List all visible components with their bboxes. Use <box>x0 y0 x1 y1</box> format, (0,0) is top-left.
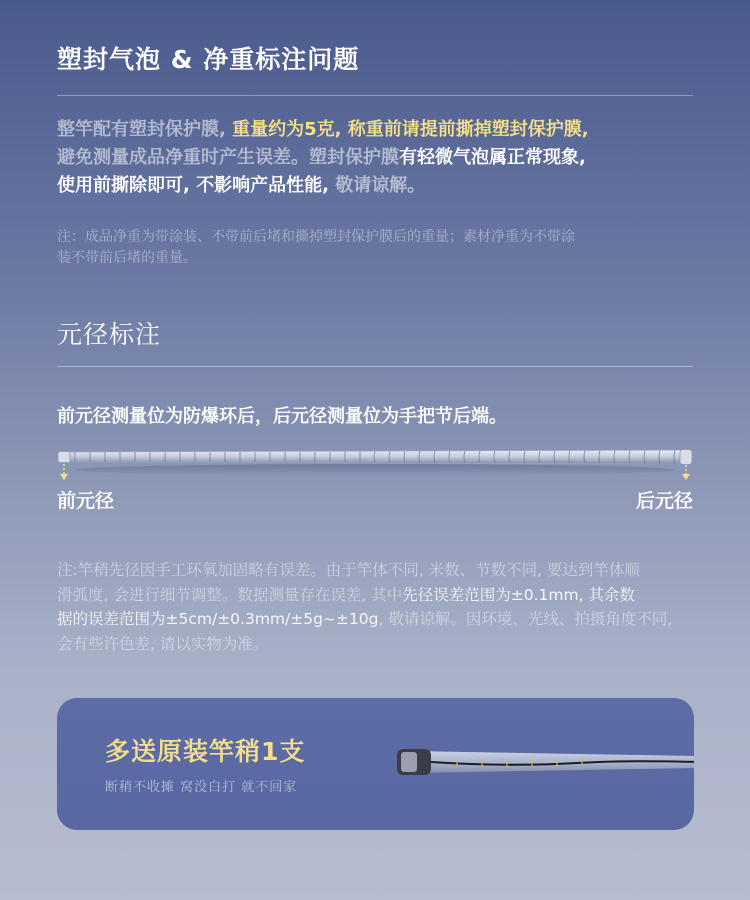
para-segment: 避免测量成品净重时产生误差。塑封保护膜 <box>57 147 399 168</box>
note-line: 注:竿稍先径因手工环氧加固略有误差。由于竿体不同, 米数、节数不同, 要达到竿体顺 <box>57 561 640 579</box>
para-segment: 整竿配有塑封保护膜, <box>57 119 233 140</box>
note-line: , 敬请谅解。因环境、光线、拍摄角度不同, <box>378 610 673 628</box>
plastic-wrap-paragraph <box>57 116 697 200</box>
diameter-note <box>57 558 697 656</box>
front-diameter-label: 前元径 <box>57 490 115 512</box>
note-line: 装不带前后堵的重量。 <box>57 250 197 266</box>
tolerance-highlight: 据的误差范围为±5cm/±0.3mm/±5g~±10g <box>57 610 379 628</box>
section-title-diameter: 元径标注 <box>57 320 162 349</box>
rear-diameter-label: 后元径 <box>635 490 693 512</box>
note-line: 滑弧度, 会进行细节调整。数据测量存在误差, 其中 <box>57 585 403 604</box>
bubble-note: 有轻微气泡属正常现象, <box>399 147 586 168</box>
para-segment: 敬请谅解。 <box>328 175 426 196</box>
front-arrow-icon <box>60 464 68 480</box>
rod-tip-illustration <box>387 742 694 782</box>
divider <box>57 366 693 367</box>
weight-note <box>57 227 697 269</box>
rear-arrow-icon <box>682 465 690 480</box>
note-line: 会有些许色差, 请以实物为准。 <box>57 634 269 653</box>
divider <box>57 95 693 96</box>
weight-highlight: 重量约为5克, 称重前请提前撕掉塑封保护膜, <box>232 119 589 140</box>
section-title-plastic-wrap: 塑封气泡 & 净重标注问题 <box>57 45 360 74</box>
bonus-title: 多送原装竿稍1支 <box>105 737 306 766</box>
fishing-rod-illustration <box>50 440 700 488</box>
bonus-subtitle: 断稍不收摊 窝没白打 就不回家 <box>105 780 298 795</box>
note-line: 注：成品净重为带涂装、不带前后堵和撕掉塑封保护膜后的重量；素材净重为不带涂 <box>57 229 575 245</box>
para-segment: 使用前撕除即可, 不影响产品性能, <box>57 175 329 196</box>
bonus-tip-card <box>57 698 694 830</box>
diameter-lead-text: 前元径测量位为防爆环后，后元径测量位为手把节后端。 <box>57 406 507 427</box>
tolerance-highlight: 先径误差范围为±0.1mm, 其余数 <box>402 585 635 604</box>
